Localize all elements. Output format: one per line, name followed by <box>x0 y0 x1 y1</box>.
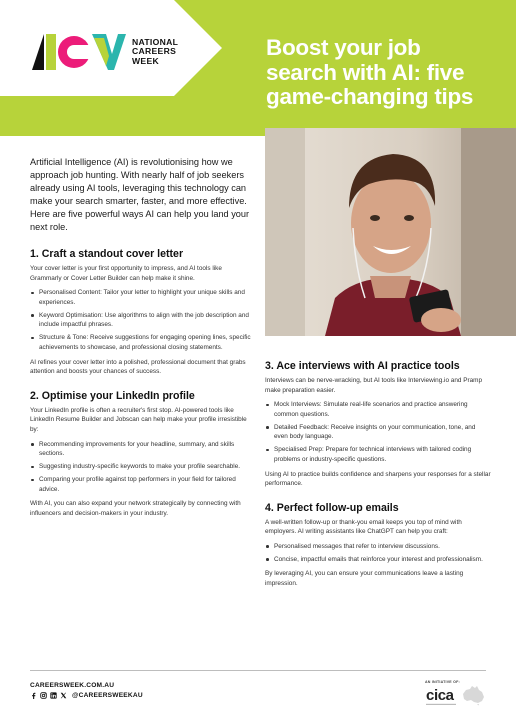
list-item: Recommending improvements for your headline, summary, and skills sections. <box>30 440 252 459</box>
title-line-3: game-changing tips <box>266 84 474 109</box>
footer-divider <box>30 670 486 671</box>
section-closing: AI refines your cover letter into a polished, professional document that grabs attention and boosts your chances of success. <box>30 358 246 376</box>
section-title: 4. Perfect follow-up emails <box>265 501 399 514</box>
footer-social <box>30 692 143 699</box>
logo-line-1: NATIONAL <box>132 36 179 47</box>
section-closing: With AI, you can also expand your network strategically by connecting with influencers and decision-makers in your industry. <box>30 500 241 517</box>
section-title: 3. Ace interviews with AI practice tools <box>265 360 460 372</box>
instagram-icon[interactable] <box>40 692 47 699</box>
list-item: Keyword Optimisation: Use algorithms to align with the job description and include impactful phrases. <box>30 311 252 330</box>
bullet-list <box>265 400 491 464</box>
list-item: Detailed Feedback: Receive insights on your communication, tone, and even body language. <box>265 423 491 442</box>
cica-logo: cica <box>426 687 454 704</box>
list-item: Structure & Tone: Receive suggestions for engaging opening lines, specific achievements to showcase, and professional closing statements. <box>30 333 252 352</box>
list-item: Concise, impactful emails that reinforce your interest and professionalism. <box>265 555 491 565</box>
left-column <box>30 156 252 531</box>
section-lead: Your LinkedIn profile is often a recruiter's first stop. AI-powered tools like LinkedIn Resume Builder and Jobscan can help make your profile irresistible by: <box>30 406 247 433</box>
hero-photo <box>265 128 516 336</box>
bullet-list <box>30 288 252 352</box>
title-line-2: search with AI: five <box>266 59 465 85</box>
list-item: Suggesting industry-specific keywords to make your profile searchable. <box>30 462 252 472</box>
logo-line-3: WEEK <box>132 55 159 66</box>
australia-map-icon <box>460 684 486 706</box>
section-linkedin <box>30 390 252 519</box>
footer-social-handle[interactable]: @CAREERSWEEKAU <box>72 692 143 699</box>
list-item: Personalised messages that refer to interview discussions. <box>265 542 491 552</box>
right-column <box>265 360 491 602</box>
ncw-logo-mark-icon <box>30 32 128 72</box>
intro-paragraph: Artificial Intelligence (AI) is revolutionising how we approach job hunting. With nearly half of job seekers already using AI tools, leveraging this technology can make your search smarter, faster, and more effective. Here are five powerful ways AI can help you land your next role. <box>30 157 250 232</box>
page-title <box>266 36 506 110</box>
section-interviews <box>265 360 491 489</box>
title-line-1: Boost your job <box>266 35 421 60</box>
footer-website-link[interactable]: CAREERSWEEK.COM.AU <box>30 682 115 689</box>
ncw-logo <box>30 32 178 72</box>
section-cover-letter <box>30 248 252 377</box>
section-title: 2. Optimise your LinkedIn profile <box>30 389 195 402</box>
header <box>0 0 516 136</box>
section-lead: A well-written follow-up or thank-you email keeps you top of mind with employers. AI writing assistants like ChatGPT can help you craft: <box>265 518 462 536</box>
section-closing: By leveraging AI, you can ensure your communications leave a lasting impression. <box>265 570 464 588</box>
logo-line-2: CAREERS <box>132 46 177 57</box>
initiative-label: AN INITIATIVE OF: <box>425 680 460 684</box>
list-item: Comparing your profile against top performers in your field for tailored advice. <box>30 475 252 494</box>
list-item: Personalised Content: Tailor your letter to highlight your unique skills and experiences. <box>30 288 252 307</box>
student-with-phone-illustration <box>265 128 516 336</box>
linkedin-icon[interactable] <box>50 692 57 699</box>
bullet-list <box>265 542 491 565</box>
list-item: Specialised Prep: Prepare for technical interviews with tailored coding problems or industry-specific questions. <box>265 445 491 464</box>
section-follow-up <box>265 502 491 589</box>
section-lead: Your cover letter is your first opportunity to impress, and AI tools like Grammarly or Cover Letter Builder can help make it shine. <box>30 265 222 282</box>
cica-logo-tagline-graphic <box>426 703 456 707</box>
section-closing: Using AI to practice builds confidence and sharpens your responses for a stellar performance. <box>265 470 491 488</box>
facebook-icon[interactable] <box>30 692 37 699</box>
ncw-logo-text <box>132 38 178 67</box>
section-title: 1. Craft a standout cover letter <box>30 248 184 260</box>
list-item: Mock Interviews: Simulate real-life scenarios and practice answering common questions. <box>265 400 491 419</box>
section-lead: Interviews can be nerve-wracking, but AI tools like Interviewing.io and Pramp make preparation easier. <box>265 377 483 394</box>
x-icon[interactable] <box>60 692 67 699</box>
bullet-list <box>30 440 252 495</box>
